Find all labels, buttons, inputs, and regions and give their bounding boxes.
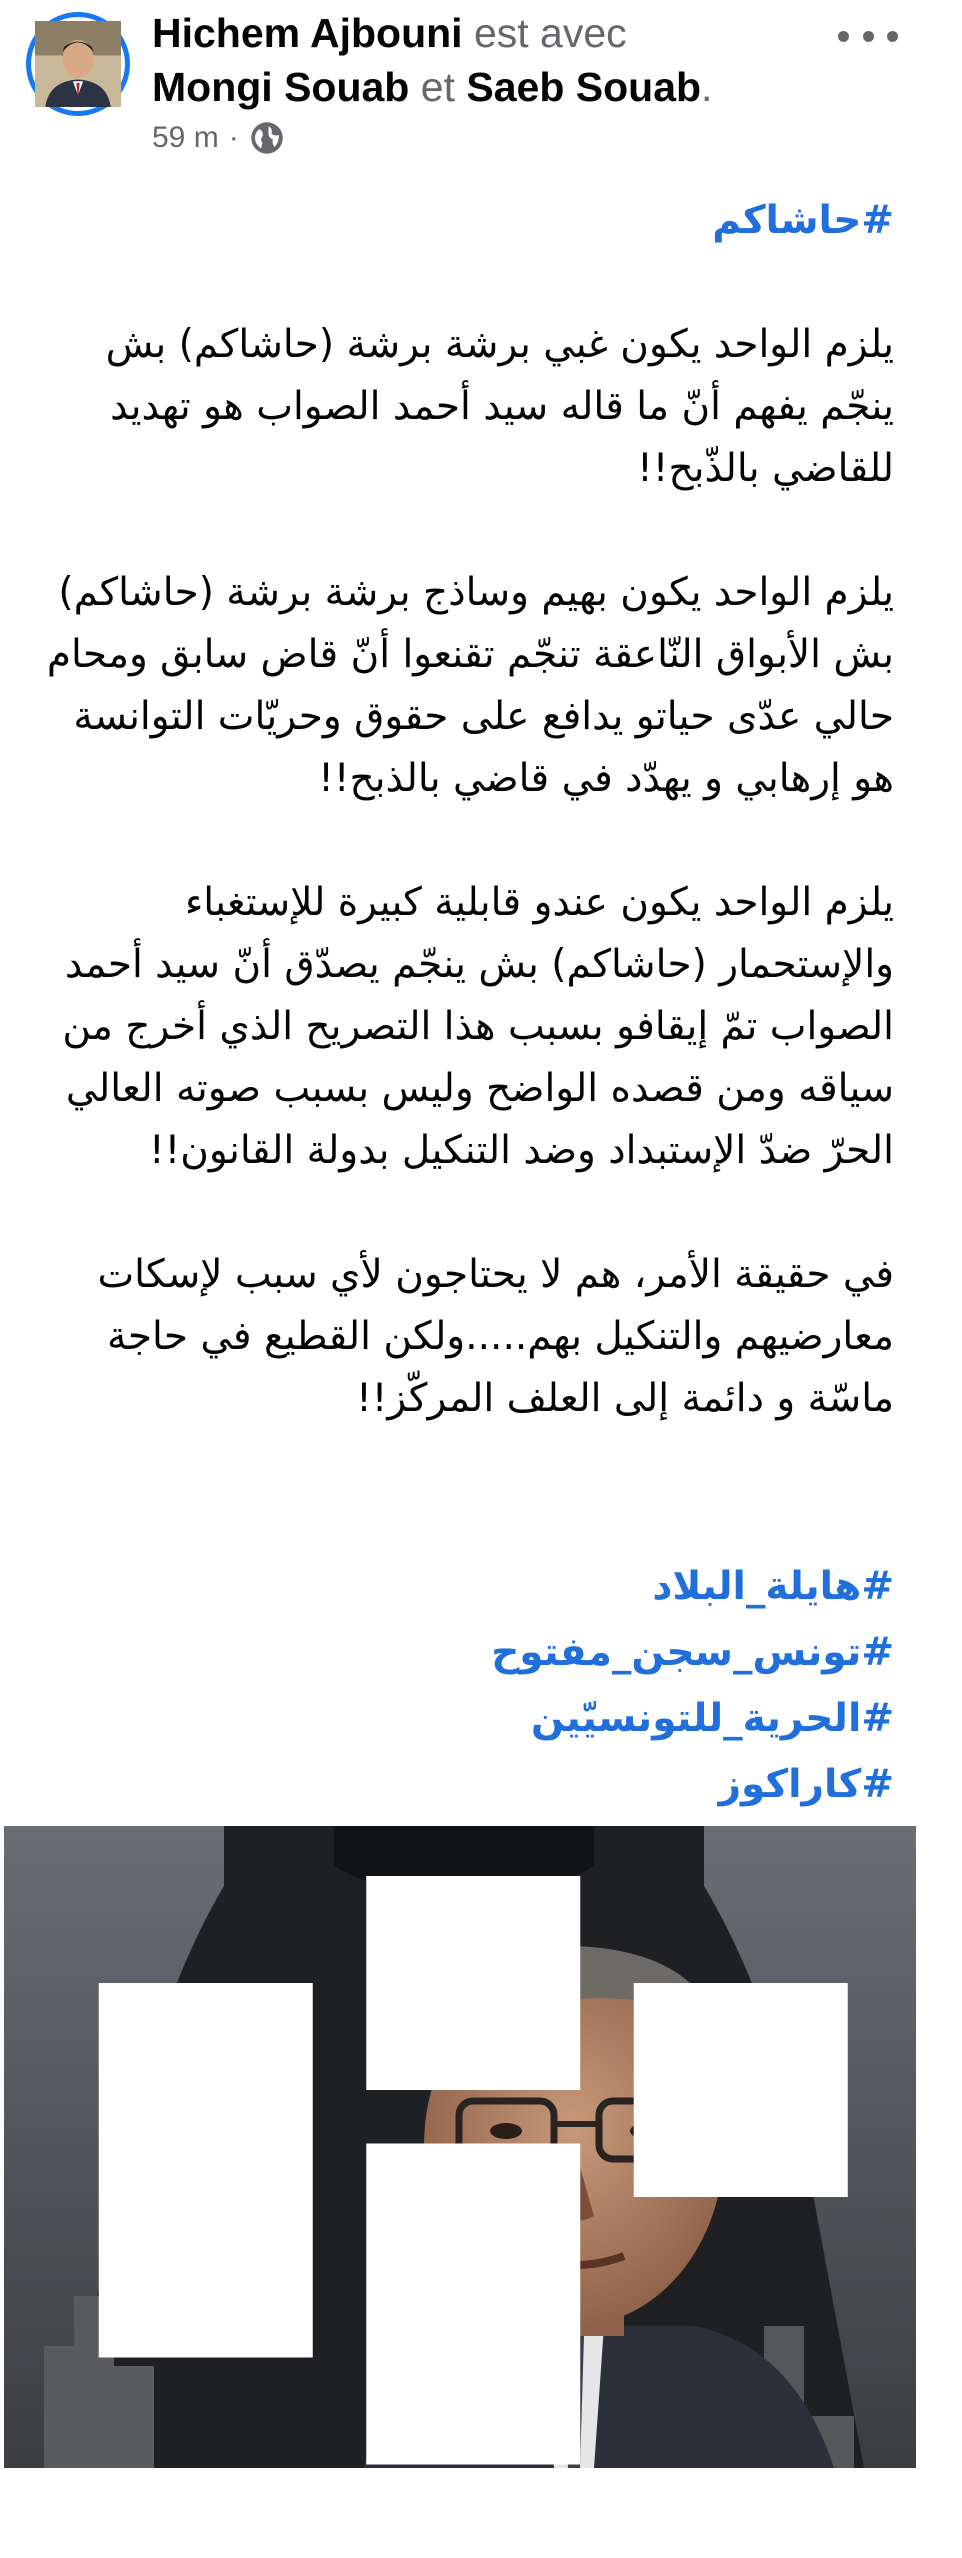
- hashtag-link[interactable]: #الحرية_للتونسيّين: [530, 1696, 894, 1741]
- hashtag-link[interactable]: #حاشاكم: [712, 198, 894, 243]
- post-body: [24, 190, 894, 1884]
- avatar-photo-icon: [35, 21, 121, 107]
- post-meta: [152, 120, 285, 156]
- meta-separator: ·: [228, 121, 239, 154]
- author-name[interactable]: Hichem Ajbouni: [152, 10, 463, 56]
- hashtag-link[interactable]: #تونس_سجن_مفتوح: [491, 1630, 894, 1675]
- and-text: et: [420, 64, 455, 110]
- globe-icon[interactable]: [249, 120, 285, 156]
- post-photo[interactable]: [4, 1826, 916, 2558]
- post-paragraph: يلزم الواحد يكون غبي برشة برشة (حاشاكم) بش ينجّم يفهم أنّ ما قاله سيد أحمد الصواب هو تهديد للقاضي بالذّبح!!: [105, 322, 894, 491]
- post-timestamp[interactable]: 59 m: [152, 121, 219, 154]
- period-text: .: [701, 64, 713, 110]
- post-paragraph: في حقيقة الأمر، هم لا يحتاجون لأي سبب لإسكات معارضيهم والتنكيل بهم.....ولكن القطيع في حاجة ماسّة و دائمة إلى العلف المركّز!!: [97, 1252, 894, 1421]
- with-text: est avec: [473, 10, 627, 56]
- hashtag-link[interactable]: #هايلة_البلاد: [652, 1564, 894, 1609]
- brand-mark-icon: [44, 1876, 956, 2518]
- post-author-line: [152, 6, 812, 114]
- post-paragraph: يلزم الواحد يكون عندو قابلية كبيرة للإستغباء والإستحمار (حاشاكم) بش ينجّم يصدّق أنّ سيد أحمد الصواب تمّ إيقافو بسبب هذا التصريح الذي أخرج من سياقه ومن قصده الواضح وليس بسبب صوته العالي الحرّ ضدّ الإستبداد وضد التنكيل بدولة القانون!!: [62, 880, 894, 1173]
- author-avatar[interactable]: [26, 12, 130, 116]
- brand-sub: ASSOCIATION: [100, 2546, 197, 2558]
- brand-name: INTERSECTION: [44, 2517, 246, 2547]
- hashtag-link[interactable]: #كاراكوز: [718, 1762, 894, 1807]
- post-header: [0, 0, 920, 180]
- tagged-user-2[interactable]: Saeb Souab: [466, 64, 702, 110]
- more-options-icon[interactable]: [838, 26, 898, 46]
- intersection-logo: [44, 1876, 962, 2558]
- post-paragraph: يلزم الواحد يكون بهيم وساذج برشة برشة (حاشاكم) بش الأبواق النّاعقة تنجّم تقنعوا أنّ قاض سابق ومحام حالي عدّى حياتو يدافع على حقوق وحريّات التوانسة هو إرهابي و يهدّد في قاضي بالذبح!!: [46, 570, 894, 801]
- tagged-user-1[interactable]: Mongi Souab: [152, 64, 410, 110]
